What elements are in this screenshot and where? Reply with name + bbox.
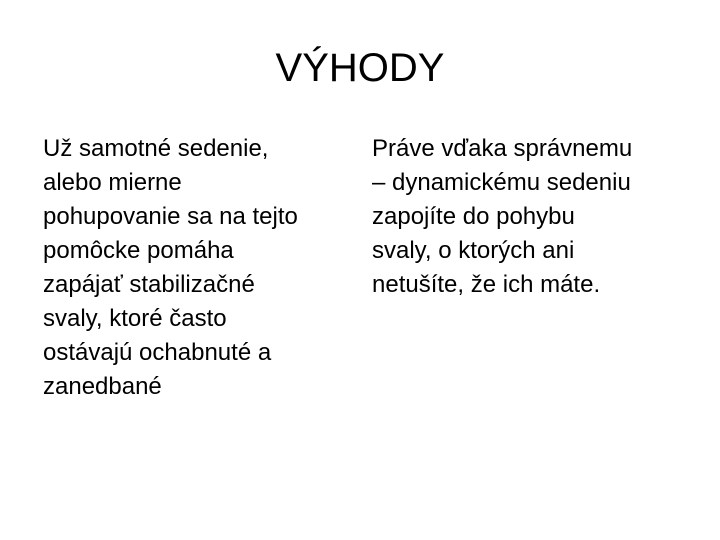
slide-title: VÝHODY bbox=[275, 46, 445, 90]
right-column-text: Práve vďaka správnemu – dynamickému sedeniu zapojíte do pohybu svaly, o ktorých ani netušíte, že ich máte. bbox=[372, 135, 633, 298]
left-column-text: Už samotné sedenie, alebo mierne pohupovanie sa na tejto pomôcke pomáha zapájať stabilizačné svaly, ktoré často ostávajú ochabnuté a zanedbané bbox=[43, 135, 298, 400]
